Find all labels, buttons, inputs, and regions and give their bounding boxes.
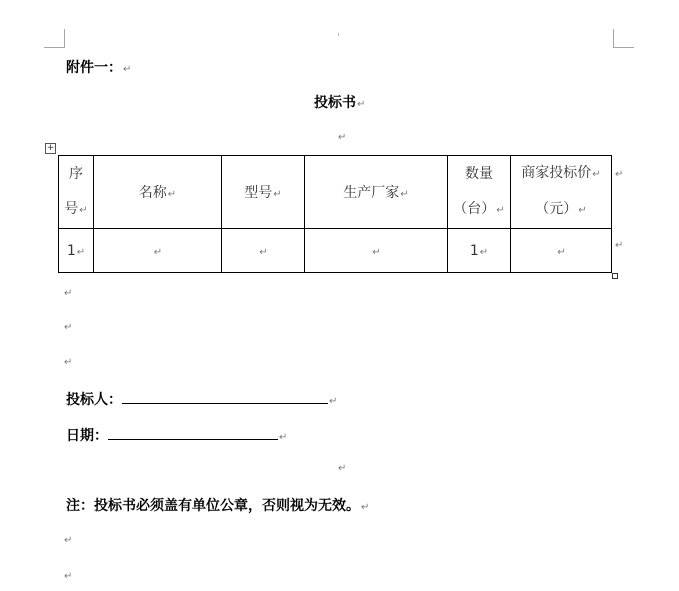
header-mark — [338, 33, 342, 36]
header-price[interactable] — [511, 156, 612, 229]
header-manufacturer[interactable] — [305, 156, 448, 229]
paragraph-mark: ↵ — [64, 535, 73, 546]
paragraph-mark: ↵ — [496, 204, 505, 216]
paragraph-mark: ↵ — [167, 189, 177, 200]
paragraph-mark: ↵ — [338, 463, 347, 474]
bidder-label: 投标人： — [66, 392, 122, 408]
bidder-blank[interactable] — [122, 389, 328, 404]
bidder-line — [66, 389, 337, 412]
table-header-row — [59, 156, 612, 229]
header-seq-line1: 序 — [68, 165, 83, 182]
paragraph-mark: ↵ — [479, 246, 489, 258]
paragraph-mark: ↵ — [64, 357, 73, 368]
paragraph-mark: ↵ — [76, 246, 86, 258]
paragraph-mark: ↵ — [557, 246, 566, 258]
row-end-mark: ↵ — [615, 169, 624, 180]
cell-seq[interactable] — [59, 229, 94, 273]
title-text: 投标书 — [314, 95, 356, 111]
paragraph-mark: ↵ — [338, 132, 347, 143]
paragraph-mark: ↵ — [372, 246, 381, 258]
header-model-text: 型号 — [244, 185, 273, 201]
cell-name[interactable] — [94, 229, 222, 273]
header-quantity-line2: （台） — [453, 200, 496, 217]
header-name-text: 名称 — [138, 185, 167, 201]
paragraph-mark: ↵ — [79, 204, 88, 216]
bid-table — [58, 155, 612, 273]
header-price-line1: 商家投标价 — [521, 165, 592, 181]
attachment-label-text: 附件一： — [66, 60, 122, 76]
header-quantity-line1: 数量 — [464, 165, 493, 182]
document-title — [314, 93, 365, 115]
header-price-line2: （元） — [535, 201, 578, 217]
margin-corner-top-right — [613, 29, 634, 48]
cell-seq-text: 1 — [66, 242, 76, 259]
header-quantity[interactable] — [448, 156, 511, 229]
table-row — [59, 229, 612, 273]
paragraph-mark: ↵ — [329, 396, 338, 407]
paragraph-mark: ↵ — [279, 432, 288, 443]
row-end-mark: ↵ — [615, 240, 624, 251]
cell-manufacturer[interactable] — [305, 229, 448, 273]
header-model[interactable] — [222, 156, 305, 229]
note-line — [66, 496, 369, 518]
header-seq[interactable] — [59, 156, 94, 229]
date-line — [66, 425, 287, 448]
cell-price[interactable] — [511, 229, 612, 273]
paragraph-mark: ↵ — [578, 205, 587, 216]
paragraph-mark: ↵ — [64, 571, 73, 582]
paragraph-mark: ↵ — [64, 322, 73, 333]
paragraph-mark: ↵ — [400, 189, 409, 200]
paragraph-mark: ↵ — [123, 64, 132, 75]
table-move-handle-icon[interactable]: + — [46, 143, 55, 153]
header-seq-line2: 号 — [64, 200, 79, 217]
margin-corner-top-left — [44, 29, 65, 48]
paragraph-mark: ↵ — [357, 99, 366, 110]
paragraph-mark: ↵ — [361, 502, 370, 513]
date-blank[interactable] — [108, 425, 278, 440]
paragraph-mark: ↵ — [153, 246, 163, 258]
paragraph-mark: ↵ — [64, 288, 73, 299]
table-resize-handle[interactable] — [612, 273, 618, 279]
attachment-label — [66, 58, 131, 80]
cell-quantity[interactable] — [448, 229, 511, 273]
header-name[interactable] — [94, 156, 222, 229]
date-label: 日期： — [66, 428, 108, 444]
note-text: 注：投标书必须盖有单位公章，否则视为无效。 — [66, 498, 360, 514]
cell-quantity-text: 1 — [469, 242, 479, 259]
paragraph-mark: ↵ — [592, 169, 601, 180]
header-manufacturer-text: 生产厂家 — [343, 185, 400, 201]
cell-model[interactable] — [222, 229, 305, 273]
paragraph-mark: ↵ — [259, 246, 268, 258]
paragraph-mark: ↵ — [273, 189, 282, 200]
